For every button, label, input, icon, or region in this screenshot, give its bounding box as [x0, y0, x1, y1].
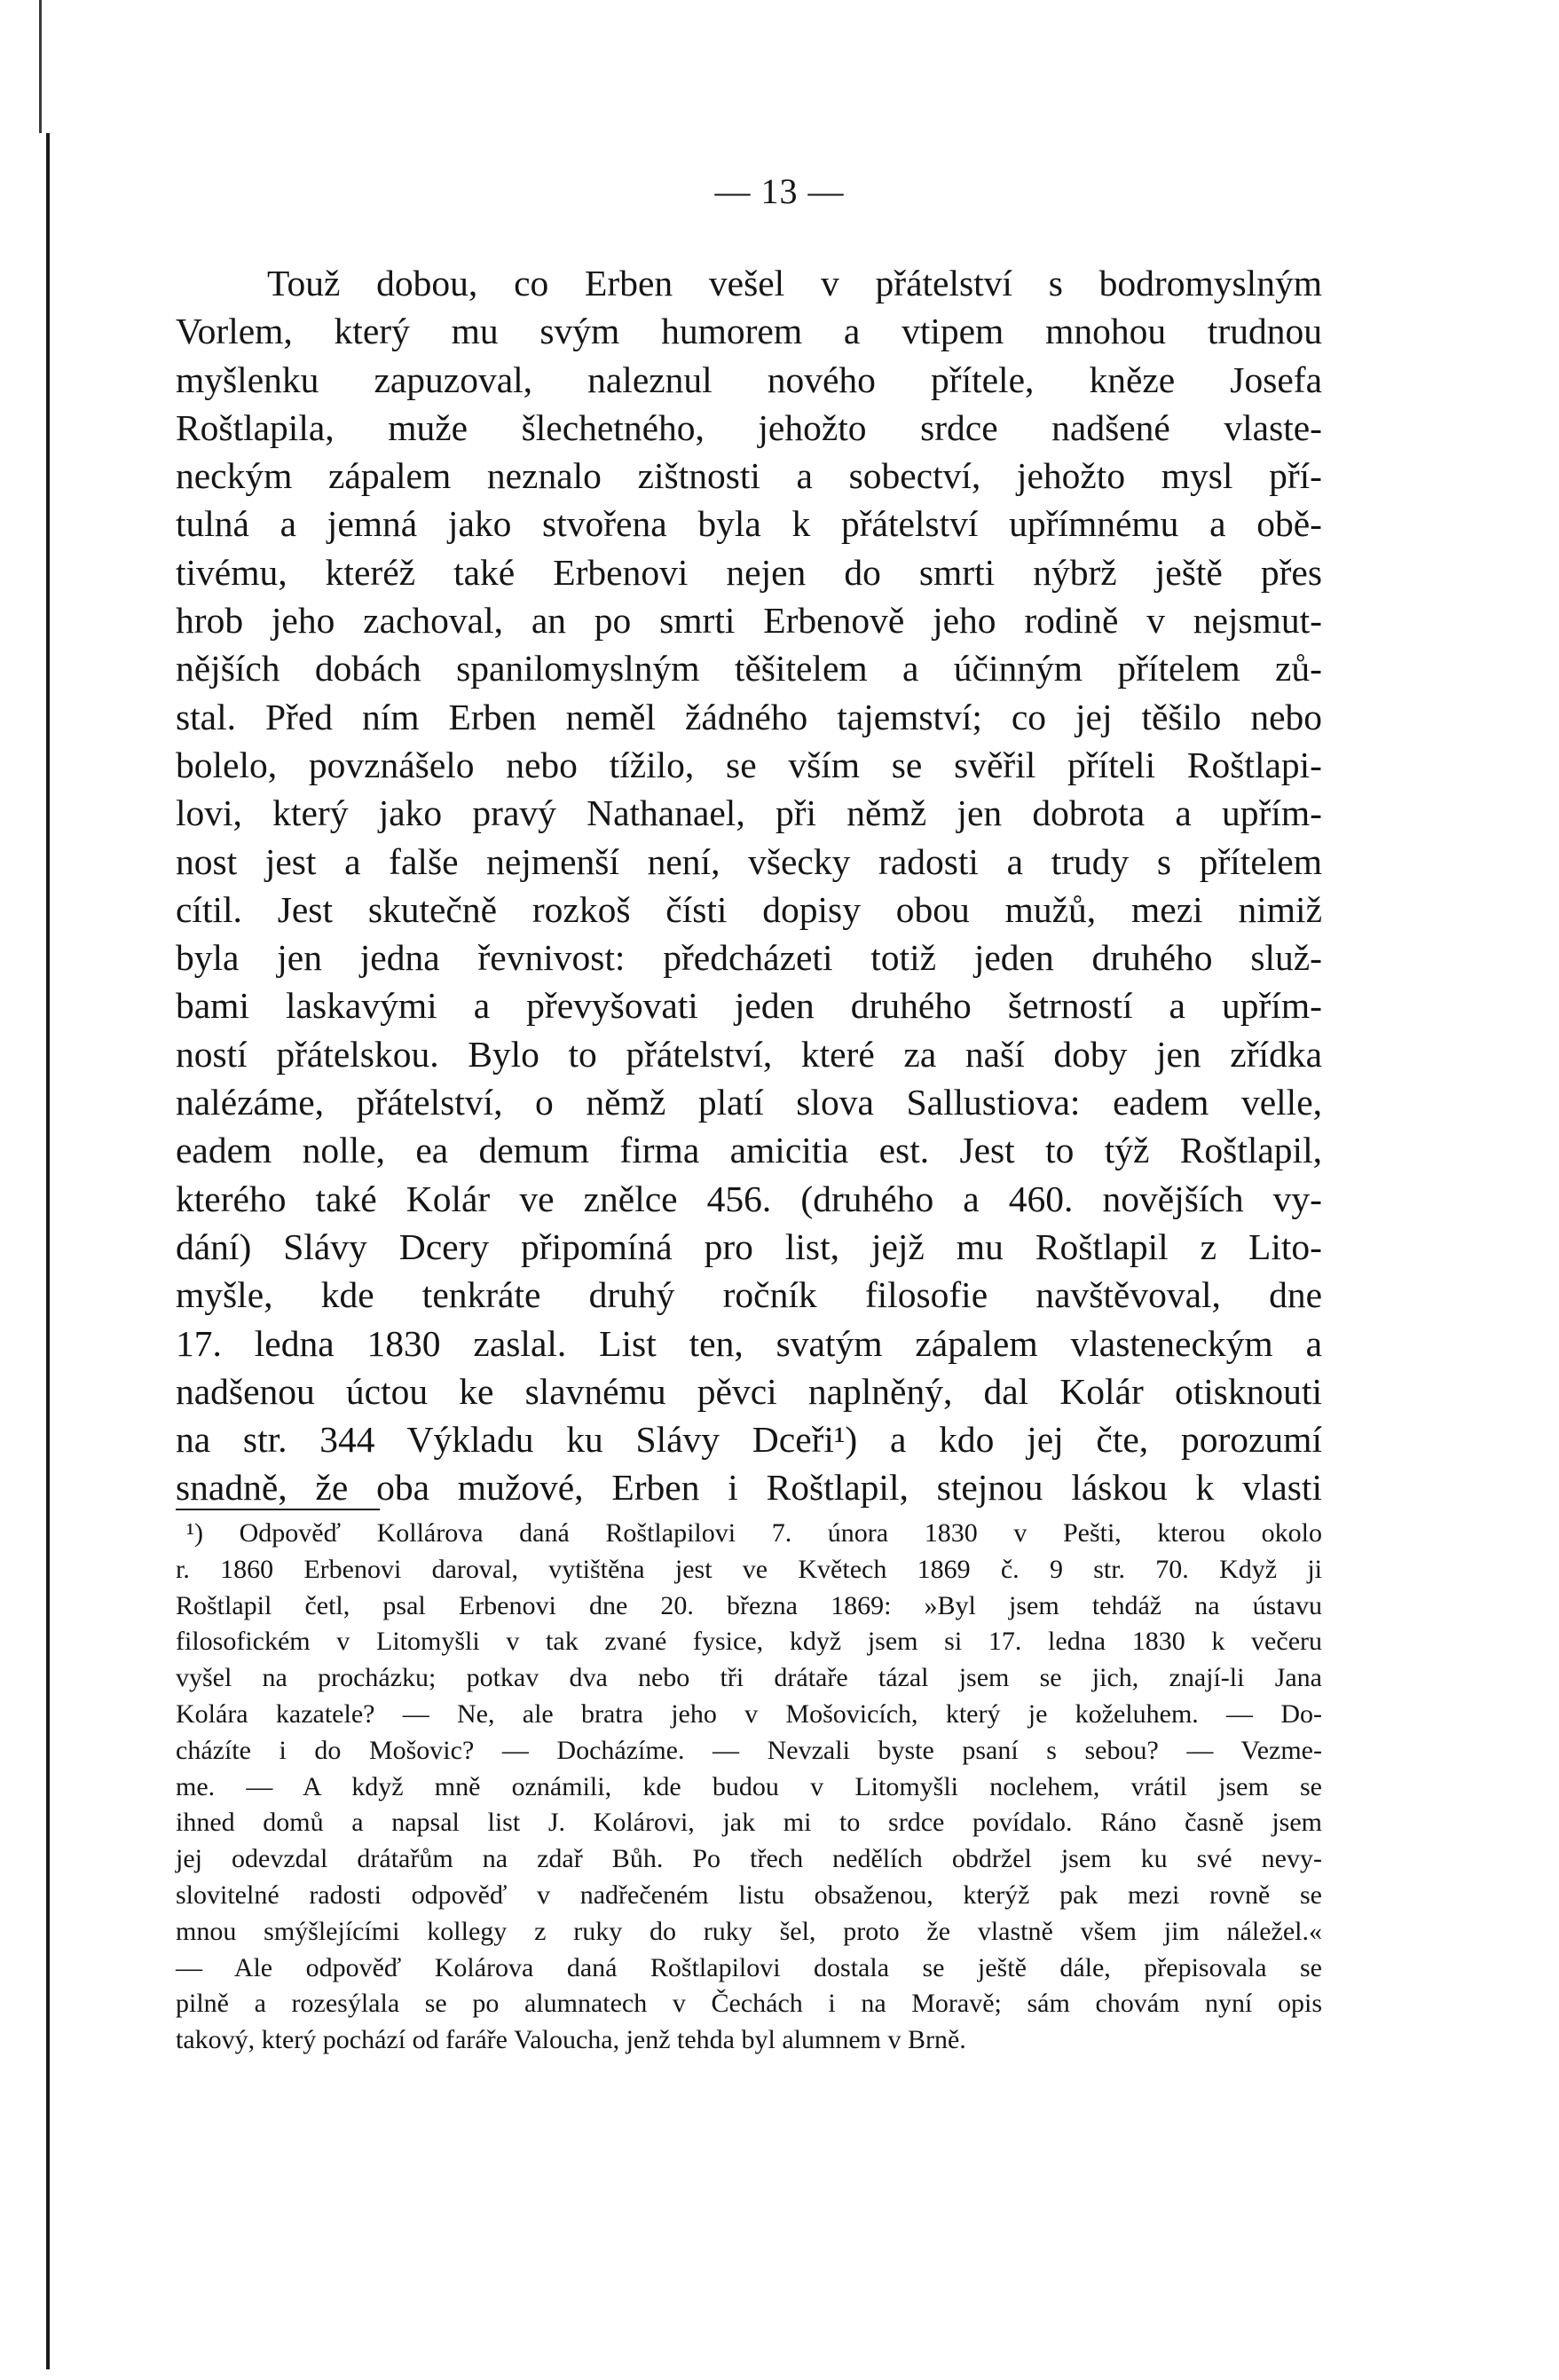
- body-line: Touž dobou, co Erben vešel v přátelství s bodromyslným: [267, 263, 1322, 303]
- main-text: [176, 259, 1322, 1512]
- body-line: bami laskavými a převyšovati jeden druhého šetrností a upřím-: [176, 985, 1322, 1027]
- body-line: Roštlapila, muže šlechetného, jehožto srdce nadšené vlaste-: [176, 406, 1322, 448]
- body-line: dání) Slávy Dcery připomíná pro list, jejž mu Roštlapil z Lito-: [176, 1225, 1322, 1267]
- body-line: lovi, který jako pravý Nathanael, při němž jen dobrota a upřím-: [176, 792, 1322, 834]
- body-line: byla jen jedna řevnivost: předcházeti totiž jeden druhého služ-: [176, 937, 1322, 979]
- footnote-line: takový, který pochází od faráře Valoucha, jenž tehda byl alumnem v Brně.: [176, 2025, 966, 2055]
- footnote-line: — Ale odpověď Kolárova daná Roštlapilovi dostala se ještě dále, přepisovala se: [176, 1952, 1322, 1982]
- body-line: tulná a jemná jako stvořena byla k přátelství upřímnému a obě-: [176, 503, 1322, 545]
- footnote-line: pilně a rozesýlala se po alumnatech v Čechách i na Moravě; sám chovám nyní opis: [176, 1989, 1322, 2019]
- body-line: nost jest a falše nejmenší není, všecky radosti a trudy s přítelem: [176, 840, 1322, 882]
- body-line: snadně, že oba mužové, Erben i Roštlapil, stejnou láskou k vlasti: [176, 1467, 1322, 1509]
- body-line: nějších dobách spanilomyslným těšitelem a účinným přítelem zů-: [176, 648, 1322, 690]
- footnotes: [176, 1516, 1322, 2059]
- footnote-line: mnou smýšlejícími kollegy z ruky do ruky šel, proto že vlastně všem jim náležel.«: [176, 1916, 1322, 1946]
- body-line: Vorlem, který mu svým humorem a vtipem mnohou trudnou: [176, 311, 1322, 352]
- page-number: — 13 —: [714, 171, 845, 211]
- footnote-line: jej odevzdal drátařům na zdař Bůh. Po třech nedělích obdržel jsem ku své nevy-: [176, 1844, 1322, 1874]
- body-line: ností přátelskou. Bylo to přátelství, které za naší doby jen zřídka: [176, 1033, 1322, 1075]
- body-line: tivému, kteréž také Erbenovi nejen do smrti nýbrž ještě přes: [176, 551, 1322, 593]
- body-line: neckým zápalem neznalo zištnosti a sobectví, jehožto mysl pří-: [176, 455, 1322, 497]
- body-line: bolelo, povznášelo nebo tížilo, se vším se svěřil příteli Roštlapi-: [176, 744, 1322, 785]
- body-line: na str. 344 Výkladu ku Slávy Dceři¹) a kdo jej čte, porozumí: [176, 1419, 1322, 1461]
- body-line: stal. Před ním Erben neměl žádného tajemství; co jej těšilo nebo: [176, 696, 1322, 737]
- body-line: nalézáme, přátelství, o němž platí slova Sallustiova: eadem velle,: [176, 1082, 1322, 1123]
- footnote-line: cházíte i do Mošovic? — Docházíme. — Nevzali byste psaní s sebou? — Vezme-: [176, 1735, 1322, 1765]
- body-line: hrob jeho zachoval, an po smrti Erbenově jeho rodině v nejsmut-: [176, 600, 1322, 642]
- body-line: kterého také Kolár ve znělce 456. (druhého a 460. novějších vy-: [176, 1178, 1322, 1219]
- page-binding-edge: [46, 133, 50, 2369]
- body-line: myšle, kde tenkráte druhý ročník filosofie navštěvoval, dne: [176, 1274, 1322, 1316]
- body-line: cítil. Jest skutečně rozkoš čísti dopisy obou mužů, mezi nimiž: [176, 888, 1322, 930]
- footnote-rule: [176, 1509, 380, 1510]
- footnote-line: vyšel na procházku; potkav dva nebo tři drátaře tázal jsem se jich, znají-li Jana: [176, 1663, 1322, 1693]
- footnote-line: Kolára kazatele? — Ne, ale bratra jeho v Mošovicích, který je koželuhem. — Do-: [176, 1698, 1322, 1729]
- body-line: myšlenku zapuzoval, naleznul nového přítele, kněze Josefa: [176, 359, 1322, 400]
- footnote-line: ihned domů a napsal list J. Kolárovi, jak mi to srdce povídalo. Ráno časně jsem: [176, 1808, 1322, 1838]
- body-line: nadšenou úctou ke slavnému pěvci naplněný, dal Kolár otisknouti: [176, 1370, 1322, 1412]
- footnote-line: me. — A když mně oznámili, kde budou v Litomyšli noclehem, vrátil jsem se: [176, 1771, 1322, 1801]
- footnote-line: slovitelné radosti odpověď v nadřečeném listu obsaženou, kterýž pak mezi rovně se: [176, 1880, 1322, 1910]
- footnote-line: Roštlapil četl, psal Erbenovi dne 20. března 1869: »Byl jsem tehdáž na ústavu: [176, 1590, 1322, 1620]
- footnote-line: filosofickém v Litomyšli v tak zvané fysice, když jsem si 17. ledna 1830 k večeru: [176, 1627, 1322, 1657]
- footnote-line: r. 1860 Erbenovi daroval, vytištěna jest ve Květech 1869 č. 9 str. 70. Když ji: [176, 1554, 1322, 1584]
- body-line: eadem nolle, ea demum firma amicitia est. Jest to týž Roštlapil,: [176, 1130, 1322, 1171]
- footnote-line: ¹) Odpověď Kollárova daná Roštlapilovi 7. února 1830 v Pešti, kterou okolo: [186, 1518, 1322, 1548]
- page-edge-top: [39, 0, 42, 133]
- body-line: 17. ledna 1830 zaslal. List ten, svatým zápalem vlasteneckým a: [176, 1322, 1322, 1364]
